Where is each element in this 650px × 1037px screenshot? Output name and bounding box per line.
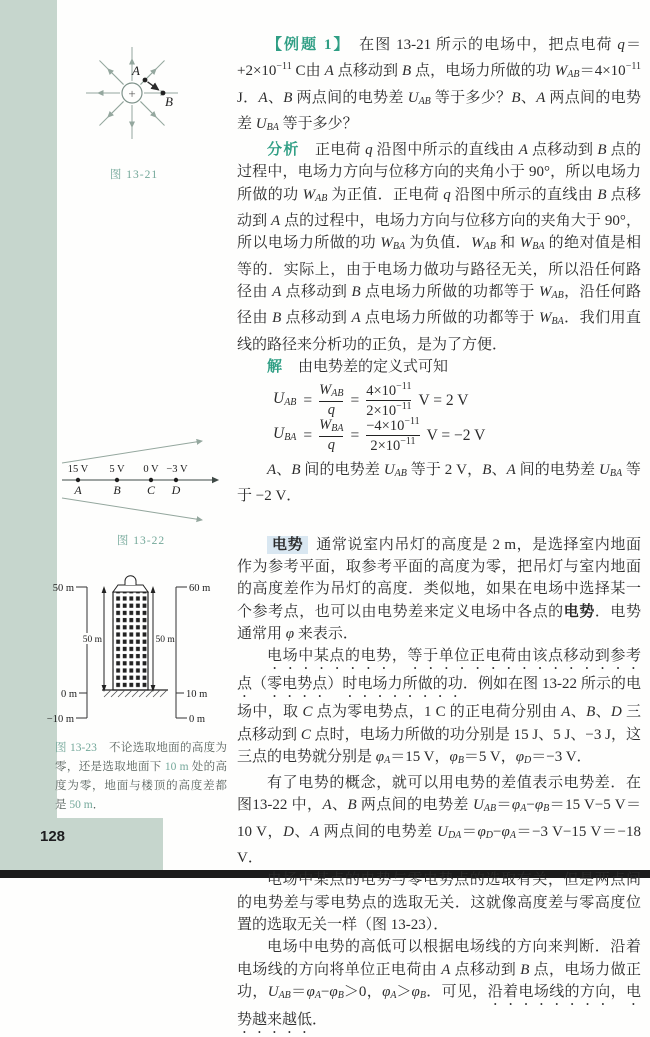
text-segment: D bbox=[283, 823, 294, 840]
text-segment: φ bbox=[501, 823, 510, 840]
svg-text:B: B bbox=[113, 483, 121, 497]
text-segment: 沿着电场线的方向，电势越来越低 bbox=[237, 983, 641, 1028]
building-diagram bbox=[40, 572, 232, 724]
text-segment: W bbox=[380, 235, 393, 252]
svg-text:60 m: 60 m bbox=[189, 583, 211, 594]
paragraph-zero-point bbox=[237, 869, 641, 936]
svg-text:−3 V: −3 V bbox=[166, 464, 188, 475]
potential-points-diagram bbox=[56, 424, 226, 524]
text-segment: 点移动到 bbox=[281, 283, 352, 300]
text-segment: AB bbox=[394, 468, 407, 480]
figure-13-21-caption: 图 13-21 bbox=[109, 169, 159, 181]
text-segment: B bbox=[457, 754, 464, 766]
text-segment: φ bbox=[285, 625, 295, 642]
text-segment: BA bbox=[532, 241, 545, 253]
text-segment: 正电荷 bbox=[299, 142, 366, 159]
text-segment: q bbox=[365, 142, 373, 159]
text-segment: − bbox=[320, 983, 330, 1000]
text-segment: W bbox=[302, 186, 316, 203]
svg-text:0 m: 0 m bbox=[60, 689, 77, 700]
ground-hatching bbox=[104, 690, 167, 697]
text-segment: 点的过程中，电场力方向与位移方向的夹角小于 90°，所以电场力所做的功 bbox=[237, 142, 641, 203]
figure-13-22-caption: 图 13-22 bbox=[116, 535, 166, 547]
text-segment: 10 m bbox=[164, 761, 189, 773]
voltage-labels bbox=[68, 464, 188, 475]
text-segment: ＝−3 V． bbox=[531, 748, 592, 765]
text-segment: φ bbox=[329, 983, 338, 1000]
displacement-arrow bbox=[148, 82, 159, 90]
svg-text:0 m: 0 m bbox=[189, 714, 206, 724]
text-segment: 为负值． bbox=[405, 235, 472, 252]
text-segment: 点，电场力做正功， bbox=[237, 961, 641, 1000]
text-segment: φ bbox=[411, 983, 420, 1000]
text-segment: ． bbox=[312, 1011, 328, 1028]
text-segment: U bbox=[473, 797, 484, 814]
text-segment: U bbox=[267, 983, 279, 1000]
point-a-label: A bbox=[132, 63, 140, 78]
fraction-w-over-q: $\frac{W_{AB}}{q}$ bbox=[319, 382, 344, 418]
text-segment: 【例题 1】 bbox=[267, 37, 344, 53]
text-segment: 间的电势差 bbox=[515, 462, 600, 479]
paragraph-example1 bbox=[237, 34, 641, 139]
text-segment: ＝15 V， bbox=[390, 748, 450, 765]
text-segment: 通常说室内吊灯的高度是 2 m，是选择室内地面作为参考平面，取参考平面的高度为零，把吊灯与室内地面的高度差作为吊灯的高度．类似地，如果在电场中选择某一个参考点，也可以由电势差来定义电场中各点的 bbox=[237, 536, 641, 620]
text-segment: BA bbox=[551, 316, 564, 328]
text-segment: 两点间的电势差 bbox=[319, 823, 438, 840]
text-segment: A bbox=[509, 829, 516, 841]
text-segment: ＞0， bbox=[343, 983, 383, 1000]
text-segment: φ bbox=[382, 983, 391, 1000]
text-segment: ＝ bbox=[290, 983, 307, 1000]
text-segment: 、 bbox=[491, 462, 507, 479]
text-segment: ＝+2×10 bbox=[237, 37, 641, 80]
text-segment: ．我们用直线的路径来分析功的正负，是为了方便． bbox=[237, 310, 641, 353]
text-segment: BA bbox=[609, 468, 623, 480]
text-segment: B bbox=[520, 961, 530, 978]
text-segment: ，沿任何路径由 bbox=[237, 283, 641, 327]
text-segment: D bbox=[485, 829, 494, 841]
svg-text:50 m: 50 m bbox=[82, 635, 102, 645]
text-segment: A bbox=[520, 803, 527, 815]
text-segment: 点，电场力所做的功 bbox=[411, 63, 555, 80]
text-segment: B bbox=[586, 704, 596, 721]
text-segment: 的绝对值是相等的．实际上，由于电场力做功与路径无关，所以沿任何路径由 bbox=[237, 235, 641, 300]
text-segment: 点移动到 bbox=[527, 142, 598, 159]
text-segment: 电势 bbox=[267, 536, 308, 554]
text-segment: 点电场力所做的功都等于 bbox=[360, 283, 539, 300]
figure-13-21 bbox=[56, 36, 212, 182]
paragraph-field-line-direction bbox=[237, 936, 641, 1037]
formula-uab-row: $U_{AB}$ = $\frac{W_{AB}}{q}$ = $\frac{4\times 10^{-11}}{2\times 10^{-11}}$ V = 2 V bbox=[273, 381, 469, 419]
text-segment: 在图 13-21 所示的电场中，把点电荷 bbox=[343, 37, 618, 53]
svg-text:D: D bbox=[171, 483, 181, 497]
text-segment: 等于 2 V， bbox=[406, 462, 483, 479]
text-segment: B bbox=[543, 803, 550, 815]
text-segment: 三点移动到 bbox=[237, 704, 641, 743]
paragraph-analysis bbox=[237, 139, 641, 356]
page-number-tab bbox=[0, 818, 163, 870]
text-segment: − bbox=[526, 797, 535, 814]
text-segment: B bbox=[291, 462, 301, 479]
text-segment: A bbox=[272, 283, 282, 300]
text-segment: 电场中某点的电势与零电势点的选取有关，但是两点间的电势差与零电势点的选取无关．这就像高度差与零高度位置的选取无关一样（图 13-23）． bbox=[237, 872, 641, 933]
svg-text:10 m: 10 m bbox=[186, 689, 208, 700]
text-segment: 解 bbox=[267, 358, 284, 375]
text-segment: A bbox=[258, 89, 268, 106]
page-number: 128 bbox=[40, 828, 66, 845]
text-segment: ．可见， bbox=[425, 983, 488, 1000]
text-segment: U bbox=[437, 823, 448, 840]
text-segment: 由电势差的定义式可知 bbox=[283, 358, 449, 375]
text-segment: B bbox=[283, 89, 293, 106]
text-segment: A bbox=[322, 797, 332, 814]
text-segment: D bbox=[524, 754, 532, 766]
text-segment: ． bbox=[92, 799, 105, 811]
text-segment: C bbox=[300, 726, 311, 743]
field-lines-diagram bbox=[56, 36, 212, 158]
figure-13-22 bbox=[56, 424, 226, 548]
lower-field-line bbox=[62, 498, 202, 520]
text-segment: 电场中某点的电势，等于单位正电荷由该点移动到参考点（零电势点）时电场力所做的功 bbox=[237, 648, 641, 693]
text-segment: 来表示． bbox=[294, 625, 358, 642]
paragraph-solution-intro bbox=[237, 356, 641, 378]
text-segment: 两点间的电势差 bbox=[292, 89, 408, 106]
text-segment: 、 bbox=[520, 89, 537, 106]
paragraph-potential-difference bbox=[237, 772, 641, 869]
text-segment: B bbox=[401, 63, 412, 80]
text-segment: 点移动到 bbox=[333, 63, 402, 80]
text-segment: BA bbox=[392, 241, 406, 253]
text-segment: 沿图中所示的直线由 bbox=[450, 186, 598, 203]
text-segment: ＞ bbox=[396, 983, 412, 1000]
text-segment: 等于多少？ bbox=[278, 115, 358, 132]
text-segment: 和 bbox=[495, 235, 520, 252]
svg-text:5 V: 5 V bbox=[109, 464, 125, 475]
text-segment: q bbox=[443, 186, 451, 203]
solution-formulas bbox=[273, 383, 641, 453]
text-segment: AB bbox=[483, 803, 497, 815]
text-segment: A bbox=[518, 142, 528, 159]
text-segment: ＝ bbox=[461, 823, 478, 840]
text-segment: AB bbox=[418, 95, 431, 107]
text-segment: U bbox=[407, 89, 419, 106]
text-segment: ＝4×10 bbox=[579, 63, 626, 80]
main-text-column bbox=[237, 34, 641, 1037]
paragraph-potential-definition bbox=[237, 645, 641, 772]
svg-text:A: A bbox=[74, 483, 82, 497]
svg-text:15 V: 15 V bbox=[67, 464, 89, 475]
figure-13-23 bbox=[40, 572, 232, 815]
paragraph-conclusion bbox=[237, 459, 641, 508]
text-segment: 等于多少？ bbox=[430, 89, 512, 106]
svg-text:50 m: 50 m bbox=[155, 635, 175, 645]
text-segment: 、 bbox=[570, 704, 587, 721]
text-segment: AB bbox=[567, 69, 580, 81]
svg-text:−10 m: −10 m bbox=[46, 714, 74, 724]
text-segment: W bbox=[539, 310, 552, 327]
text-segment: B bbox=[351, 283, 361, 300]
text-segment: J． bbox=[237, 89, 259, 106]
text-segment: A bbox=[314, 989, 321, 1001]
text-segment: A bbox=[271, 213, 281, 230]
text-segment: φ bbox=[534, 797, 544, 814]
text-segment: 点电场力所做的功都等于 bbox=[360, 310, 539, 327]
text-segment: 点移动到 bbox=[237, 186, 641, 230]
text-segment: DA bbox=[447, 829, 462, 841]
text-segment: −11 bbox=[625, 61, 641, 73]
svg-text:0 V: 0 V bbox=[143, 464, 159, 475]
text-segment: AB bbox=[315, 192, 328, 204]
text-segment: 、 bbox=[331, 797, 348, 814]
text-segment: ．电势通常用 bbox=[237, 603, 641, 642]
text-segment: 图 13-23 bbox=[55, 742, 97, 754]
text-segment: B bbox=[597, 186, 607, 203]
text-segment: B bbox=[482, 462, 492, 479]
text-segment: A bbox=[351, 310, 361, 327]
text-segment: A bbox=[441, 961, 451, 978]
paragraph-potential-intro bbox=[237, 534, 641, 645]
svg-text:C: C bbox=[146, 483, 156, 497]
text-segment: 点时，电场力所做的功分别是 15 J、5 J、−3 J，这三点的电势就分别是 bbox=[237, 726, 641, 765]
text-segment: 分析 bbox=[267, 142, 300, 159]
text-segment: q bbox=[617, 37, 625, 53]
text-segment: A bbox=[324, 63, 334, 80]
text-segment: W bbox=[539, 283, 552, 300]
text-segment: φ bbox=[515, 748, 525, 765]
right-scale-labels bbox=[186, 583, 210, 724]
text-segment: A bbox=[561, 704, 571, 721]
text-segment: AB bbox=[551, 289, 564, 301]
text-segment: 50 m bbox=[69, 799, 93, 811]
fraction-values: $\frac{4\times 10^{-11}}{2\times 10^{-11}}$ bbox=[366, 381, 412, 419]
text-segment: 不论选取地面的高度为零，还是选取地面下 bbox=[55, 742, 227, 773]
text-segment: D bbox=[611, 704, 622, 721]
text-segment: BA bbox=[266, 121, 279, 133]
text-segment: 、 bbox=[267, 89, 284, 106]
text-segment: C bbox=[302, 704, 313, 721]
text-segment: 、 bbox=[595, 704, 612, 721]
text-segment: W bbox=[471, 235, 484, 252]
text-segment: φ bbox=[511, 797, 521, 814]
upper-field-line bbox=[62, 441, 202, 463]
text-segment: 点移动到 bbox=[450, 961, 521, 978]
text-segment: AB bbox=[483, 241, 496, 253]
text-segment: 点移动到 bbox=[281, 310, 352, 327]
text-segment: A bbox=[267, 462, 277, 479]
text-segment: 间的电势差 bbox=[300, 462, 384, 479]
text-segment: 、 bbox=[293, 823, 311, 840]
text-segment: U bbox=[599, 462, 610, 479]
text-segment: 沿图中所示的直线由 bbox=[372, 142, 519, 159]
text-segment: AB bbox=[278, 989, 291, 1001]
text-segment: φ bbox=[449, 748, 458, 765]
text-segment: 、 bbox=[276, 462, 292, 479]
text-segment: 为正值．正电荷 bbox=[327, 186, 444, 203]
right-dimension bbox=[151, 586, 176, 692]
text-segment: A bbox=[310, 823, 320, 840]
text-segment: 两点间的电势差 bbox=[237, 89, 641, 132]
text-segment: ．例如在图 13-22 所示的电场中，取 bbox=[237, 676, 641, 721]
text-segment: ＝ bbox=[496, 797, 512, 814]
text-segment: A bbox=[384, 754, 391, 766]
text-segment: 两点间的电势差 bbox=[356, 797, 473, 814]
left-scale-ruler bbox=[76, 587, 87, 718]
text-segment: 有了电势的概念，就可以用电势的差值表示电势差．在图13-22 中， bbox=[237, 775, 641, 814]
text-segment: B bbox=[511, 89, 521, 106]
text-segment: U bbox=[383, 462, 395, 479]
text-segment: φ bbox=[306, 983, 315, 1000]
text-segment: 处的高度为零，地面与楼顶的高度差都是 bbox=[55, 761, 227, 811]
left-scale-labels bbox=[47, 583, 77, 724]
plus-sign: + bbox=[128, 85, 136, 101]
point-labels bbox=[73, 483, 180, 497]
point-b-label: B bbox=[165, 94, 173, 109]
text-segment: W bbox=[554, 63, 568, 80]
text-segment: C由 bbox=[291, 63, 325, 80]
left-dimension bbox=[81, 586, 106, 692]
text-segment: B bbox=[347, 797, 357, 814]
text-segment: ＝−3 V−15 V＝−18 V． bbox=[237, 823, 641, 867]
text-segment: ＝5 V， bbox=[463, 748, 516, 765]
text-segment: A bbox=[390, 989, 397, 1001]
text-segment: −11 bbox=[276, 61, 292, 73]
text-segment: φ bbox=[375, 748, 385, 765]
formula-uba-row: $U_{BA}$ = $\frac{W_{BA}}{q}$ = $\frac{-4\times 10^{-11}}{2\times 10^{-11}}$ V = −2 V bbox=[273, 416, 486, 454]
text-segment: B bbox=[597, 142, 607, 159]
fraction-values: $\frac{-4\times 10^{-11}}{2\times 10^{-11}}$ bbox=[366, 416, 420, 454]
text-segment: U bbox=[255, 115, 267, 132]
point-a-dot bbox=[143, 78, 148, 83]
text-segment: − bbox=[493, 823, 502, 840]
text-segment: 电势 bbox=[563, 603, 595, 620]
text-segment: B bbox=[272, 310, 282, 327]
text-segment: 点的过程中，电场力方向与位移方向的夹角大于 90°，所以电场力所做的功 bbox=[237, 213, 641, 252]
svg-text:50 m: 50 m bbox=[52, 583, 74, 594]
fraction-w-over-q: $\frac{W_{BA}}{q}$ bbox=[319, 417, 344, 453]
text-segment: 点为零电势点，1 C 的正电荷分别由 bbox=[312, 704, 562, 721]
text-segment: A bbox=[506, 462, 516, 479]
text-segment: W bbox=[519, 235, 533, 252]
text-segment: 等于 −2 V． bbox=[237, 462, 641, 505]
text-segment: 电场中电势的高低可以根据电场线的方向来判断．沿着电场线的方向将单位正电荷由 bbox=[237, 939, 641, 978]
figure-13-23-caption bbox=[55, 739, 227, 815]
text-segment: φ bbox=[477, 823, 486, 840]
text-segment: ＝15 V−5 V＝10 V， bbox=[237, 797, 641, 840]
text-segment: A bbox=[536, 89, 546, 106]
text-segment: B bbox=[419, 989, 426, 1001]
text-segment: B bbox=[337, 989, 344, 1001]
